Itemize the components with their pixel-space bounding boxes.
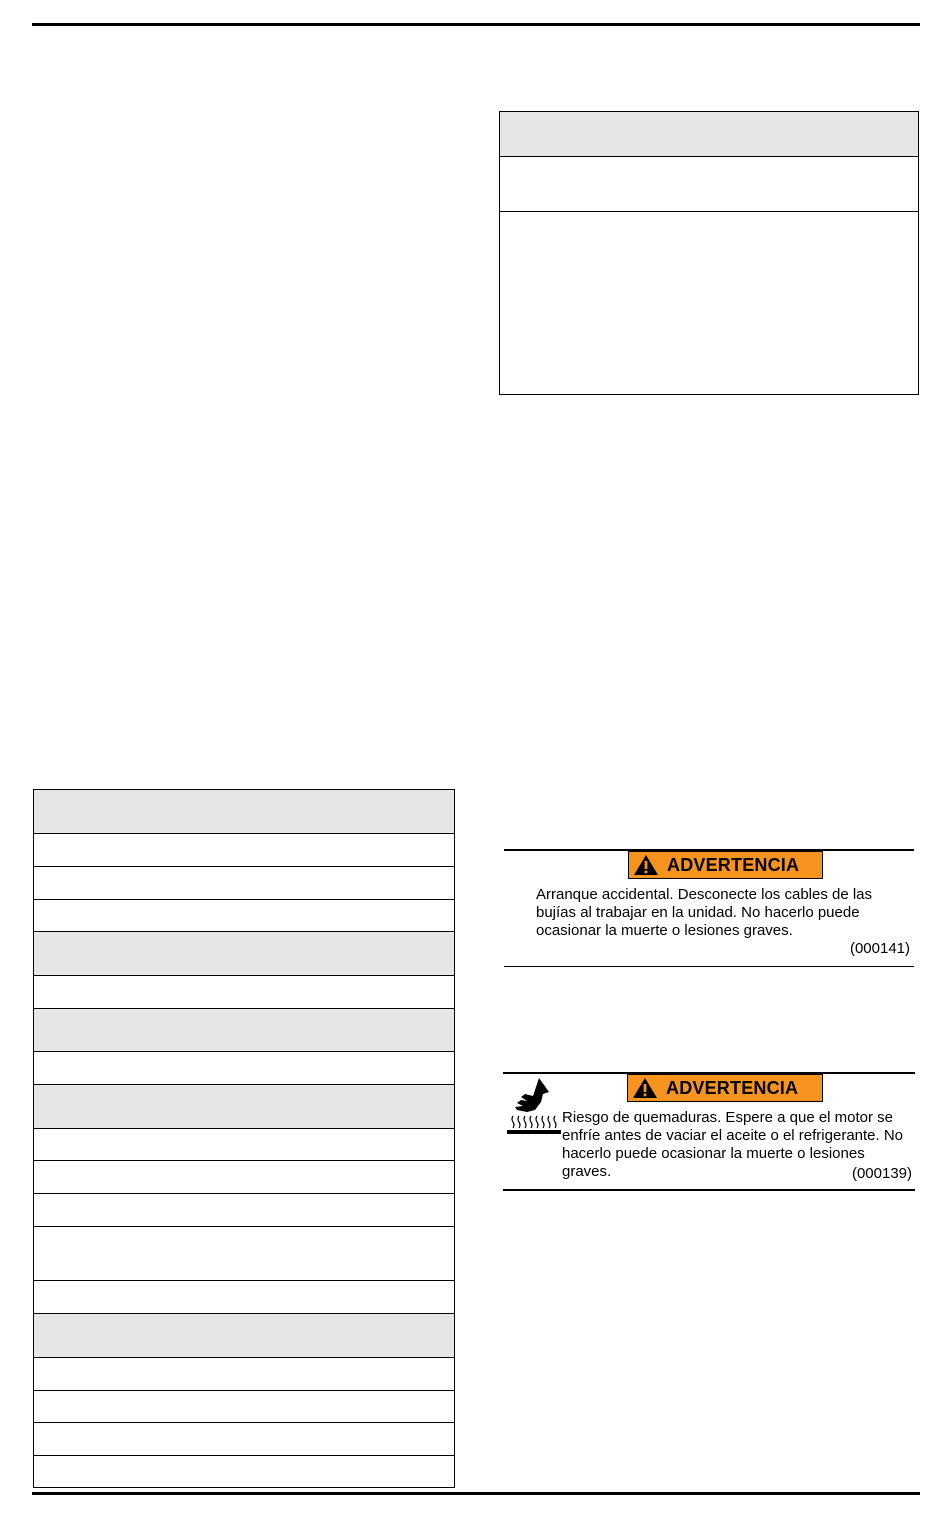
table-header-row [34, 932, 454, 976]
warning-triangle-icon [632, 1076, 658, 1100]
table-row [500, 157, 918, 212]
table-row [34, 867, 454, 900]
right-top-table [499, 111, 919, 395]
table-header-row [34, 1314, 454, 1358]
table-header-row [500, 112, 918, 157]
table-row [34, 1358, 454, 1391]
table-row [34, 1391, 454, 1423]
table-row [34, 1194, 454, 1227]
warning-box-accidental-start [504, 849, 914, 967]
table-header-row [34, 1009, 454, 1052]
table-row [34, 900, 454, 932]
table-row [34, 1052, 454, 1085]
warning-label: ADVERTENCIA [666, 1077, 799, 1098]
warning-box-burn-risk [503, 1072, 915, 1191]
table-header-row [34, 1085, 454, 1129]
top-rule [32, 23, 920, 26]
table-row [34, 1281, 454, 1314]
table-row [34, 1227, 454, 1281]
table-header-row [34, 790, 454, 834]
table-row [34, 1423, 454, 1456]
warning-banner [628, 851, 823, 879]
table-row [34, 834, 454, 867]
table-row [34, 1456, 454, 1488]
warning-banner [627, 1074, 823, 1102]
table-row [34, 1129, 454, 1161]
hot-surface-hand-icon [505, 1076, 561, 1138]
warning-label: ADVERTENCIA [667, 854, 800, 875]
warning-text: Arranque accidental. Desconecte los cables de las bujías al trabajar en la unidad. No hacerlo puede ocasionar la muerte o lesiones graves. [536, 886, 873, 939]
warning-text: Riesgo de quemaduras. Espere a que el motor se enfríe antes de vaciar el aceite o el refrigerante. No hacerlo puede ocasionar la muerte o lesiones graves. [562, 1109, 904, 1180]
warning-code: (000139) [851, 1165, 912, 1182]
left-bottom-table [33, 789, 455, 1488]
warning-code: (000141) [849, 940, 910, 957]
bottom-rule [32, 1492, 920, 1495]
warning-triangle-icon [633, 853, 659, 877]
table-row [34, 1161, 454, 1194]
table-row [34, 976, 454, 1009]
